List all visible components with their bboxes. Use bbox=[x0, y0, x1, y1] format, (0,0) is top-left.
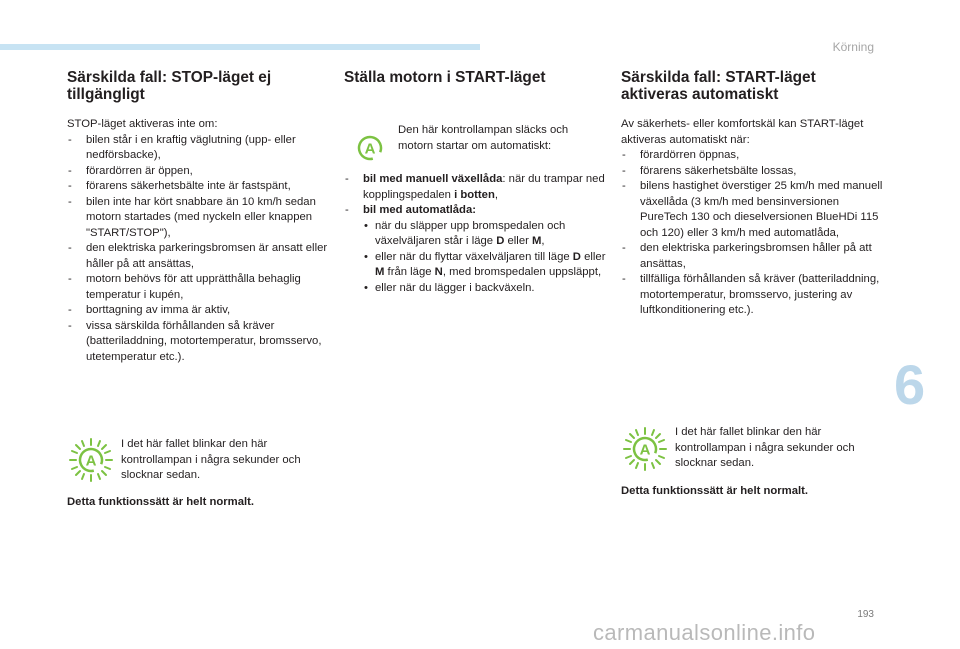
condition-list bbox=[621, 148, 883, 319]
list-item: - vissa särskilda förhållanden så kräver (batteriladdning, motortemperatur, bromsservo, utetemperatur etc.). bbox=[67, 319, 329, 366]
list-item-automatic bbox=[344, 203, 606, 219]
svg-text:A: A bbox=[85, 452, 97, 470]
top-accent-bar bbox=[0, 44, 480, 50]
sub-text: från läge bbox=[384, 266, 435, 278]
gear-m: M bbox=[375, 266, 385, 278]
start-mode-blinking-lamp-icon bbox=[621, 425, 669, 473]
column-start-automatic bbox=[621, 69, 883, 319]
gear-d: D bbox=[496, 235, 505, 247]
condition-list bbox=[67, 133, 329, 366]
section-label: Körning bbox=[832, 40, 874, 54]
lamp-description: I det här fallet blinkar den här kontrollampan i några sekunder och slocknar sedan. bbox=[121, 438, 301, 481]
list-item: - förarens säkerhetsbälte inte är fastspänt, bbox=[67, 179, 329, 195]
list-item: - bilen står i en kraftig väglutning (upp- eller nedförsbacke), bbox=[67, 133, 329, 164]
intro-text: STOP-läget aktiveras inte om: bbox=[67, 118, 218, 130]
condition-list bbox=[344, 172, 606, 296]
lamp-description: I det här fallet blinkar den här kontrollampan i några sekunder och slocknar sedan. bbox=[675, 426, 855, 469]
normal-operation-note: Detta funktionssätt är helt normalt. bbox=[67, 496, 255, 508]
sub-text: eller bbox=[580, 250, 606, 263]
list-item: - bilen inte har kört snabbare än 10 km/h sedan motorn startades (med nyckeln eller knappen "START/STOP"), bbox=[67, 195, 329, 242]
normal-operation-note: Detta funktionssätt är helt normalt. bbox=[621, 485, 809, 497]
list-item: - förardörren är öppen, bbox=[67, 164, 329, 180]
sub-text: , med bromspedalen uppsläppt, bbox=[442, 266, 602, 278]
svg-text:A: A bbox=[639, 441, 651, 459]
list-item: - förardörren öppnas, bbox=[621, 148, 883, 164]
intro-text: Av säkerhets- eller komfortskäl kan START-läget aktiveras automatiskt när: bbox=[621, 118, 864, 146]
watermark: carmanualsonline.info bbox=[593, 620, 816, 645]
list-item: - den elektriska parkeringsbromsen är ansatt eller håller på att ansättas, bbox=[67, 241, 329, 272]
list-item: - motorn behövs för att upprätthålla behaglig temperatur i kupén, bbox=[67, 272, 329, 303]
manual-bold-text: i botten bbox=[454, 188, 495, 201]
gear-m: M bbox=[532, 235, 542, 247]
column-stop-unavailable bbox=[67, 69, 329, 365]
sub-text: , bbox=[541, 235, 545, 247]
section-title-line-1: Särskilda fall: START-läget bbox=[621, 69, 816, 86]
sub-text: eller när du flyttar växelväljaren till läge bbox=[375, 250, 573, 263]
list-item: - bilens hastighet överstiger 25 km/h med manuell växellåda (3 km/h med bensinversionen PureTech 130 och dieselversionen BlueHDi 115 och 120) eller 3 km/h med automatlåda, bbox=[621, 179, 883, 241]
section-title: Ställa motorn i START-läget bbox=[344, 69, 546, 86]
manual-gearbox-label: bil med manuell växellåda bbox=[363, 173, 503, 185]
sub-text: eller bbox=[504, 235, 532, 247]
page-number: 193 bbox=[857, 609, 874, 620]
column-start-mode bbox=[344, 69, 606, 86]
sub-item bbox=[344, 219, 606, 250]
list-item-manual bbox=[344, 172, 606, 203]
manual-text-end: , bbox=[494, 188, 499, 201]
list-item: - borttagning av imma är aktiv, bbox=[67, 303, 329, 319]
sub-text: när du släpper upp bromspedalen och växelväljaren står i läge bbox=[375, 219, 566, 247]
section-title-line-2: aktiveras automatiskt bbox=[621, 86, 779, 103]
start-mode-blinking-lamp-icon bbox=[67, 436, 115, 484]
section-title-line-2: tillgängligt bbox=[67, 86, 145, 103]
automatic-gearbox-label: bil med automatlåda: bbox=[363, 204, 476, 216]
list-item: - tillfälliga förhållanden så kräver (batteriladdning, motortemperatur, bromsservo, justering av luftkonditionering etc.). bbox=[621, 272, 883, 319]
svg-text:A: A bbox=[364, 140, 376, 158]
section-title bbox=[67, 69, 329, 103]
list-item: - den elektriska parkeringsbromsen håller på att ansättas, bbox=[621, 241, 883, 272]
restart-conditions bbox=[344, 172, 606, 296]
chapter-number: 6 bbox=[894, 353, 926, 416]
gear-d: D bbox=[572, 250, 581, 263]
list-item: - förarens säkerhetsbälte lossas, bbox=[621, 164, 883, 180]
manual-text: : när du trampar ned kopplingspedalen bbox=[363, 173, 605, 201]
gear-n: N bbox=[434, 266, 443, 278]
sub-item bbox=[344, 250, 606, 281]
section-title-line-1: Särskilda fall: STOP-läget ej bbox=[67, 69, 272, 86]
section-title bbox=[621, 69, 883, 103]
sub-item: • eller när du lägger i backväxeln. bbox=[344, 281, 606, 297]
start-mode-lamp-icon bbox=[346, 124, 394, 172]
lamp-description: Den här kontrollampan släcks och motorn startar om automatiskt: bbox=[398, 124, 569, 152]
